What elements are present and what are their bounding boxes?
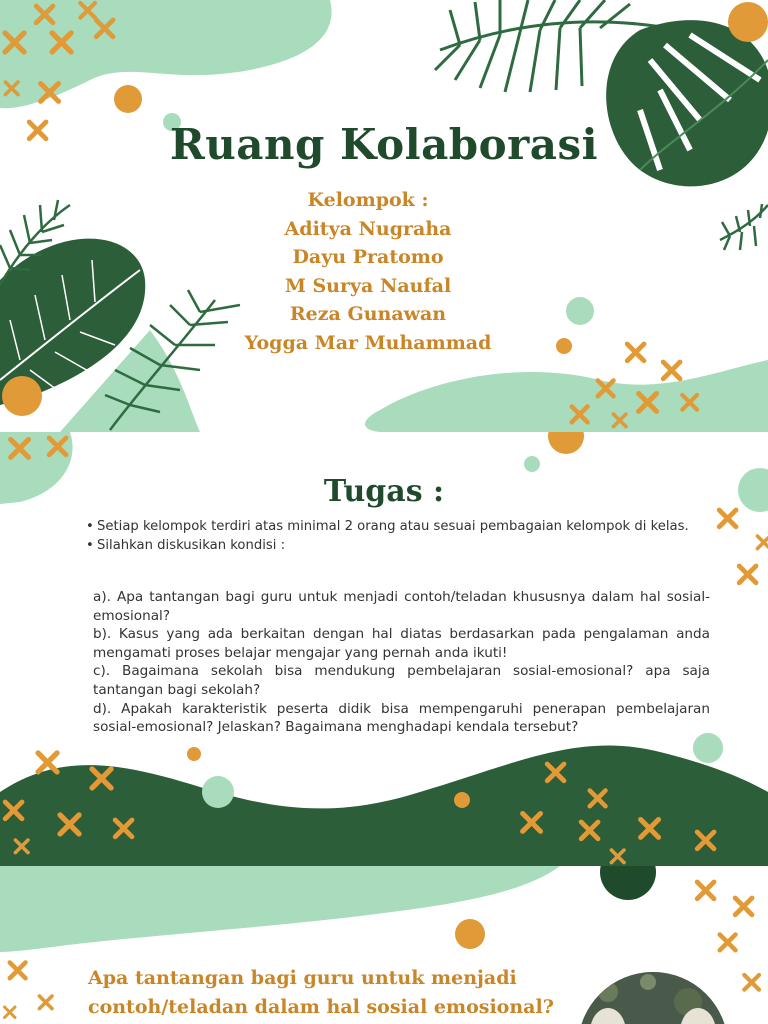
circle-dot-icon xyxy=(548,432,584,454)
circle-dot-icon xyxy=(114,85,142,113)
member-name: M Surya Naufal xyxy=(284,274,452,297)
orange-flower-icon xyxy=(717,508,768,586)
question-heading: Apa tantangan bagi guru untuk menjadi contoh/teladan dalam hal sosial emosional? xyxy=(88,967,554,1018)
discussion-question: c). Bagaimana sekolah bisa mendukung pembelajaran sosial-emosional? apa saja tantangan bagi sekolah? xyxy=(93,663,710,698)
circle-dot-icon xyxy=(524,456,540,472)
member-name: Reza Gunawan xyxy=(289,303,447,325)
task-bullet-item: • Silahkan diskusikan kondisi : xyxy=(86,537,710,556)
circle-dot-icon xyxy=(2,376,42,416)
member-name: Aditya Nugraha xyxy=(284,217,452,240)
task-heading: Tugas : xyxy=(323,474,445,509)
mint-wave-bottom-right xyxy=(365,360,768,432)
slide-title-heading: Ruang Kolaborasi xyxy=(169,120,599,169)
task-bullet-item: • Setiap kelompok terdiri atas minimal 2 orang atau sesuai pembagaian kelompok di kelas. xyxy=(86,518,710,537)
discussion-question: a). Apa tantangan bagi guru untuk menjadi contoh/teladan khususnya dalam hal sosial-emosional? xyxy=(93,589,710,624)
discussion-question-list xyxy=(93,588,710,737)
circle-dot-icon xyxy=(455,919,485,949)
task-bullet-list xyxy=(86,518,710,555)
group-heading: Kelompok : xyxy=(307,189,429,211)
circle-dot-icon xyxy=(600,866,656,900)
discussion-question: d). Apakah karakteristik peserta didik bisa mempengaruhi penerapan pembelajaran sosial-emosional? Jelaskan? Bagaimana menghadapi kendala tersebut? xyxy=(93,700,710,736)
slide-title xyxy=(0,0,768,432)
dark-green-wave xyxy=(0,746,768,866)
member-name: Dayu Pratomo xyxy=(292,246,444,268)
circle-dot-icon xyxy=(728,2,768,42)
circle-dot-icon xyxy=(187,747,201,761)
circle-dot-icon xyxy=(454,792,470,808)
group-member-list xyxy=(0,186,736,357)
discussion-question: b). Kasus yang ada berkaitan dengan hal diatas berdasarkan pada pengalaman anda mengamati proses belajar mengajar yang pernah anda ikuti! xyxy=(93,626,710,661)
member-name: Yogga Mar Muhammad xyxy=(244,331,492,354)
circle-dot-icon xyxy=(693,733,723,763)
circle-dot-icon xyxy=(202,776,234,808)
